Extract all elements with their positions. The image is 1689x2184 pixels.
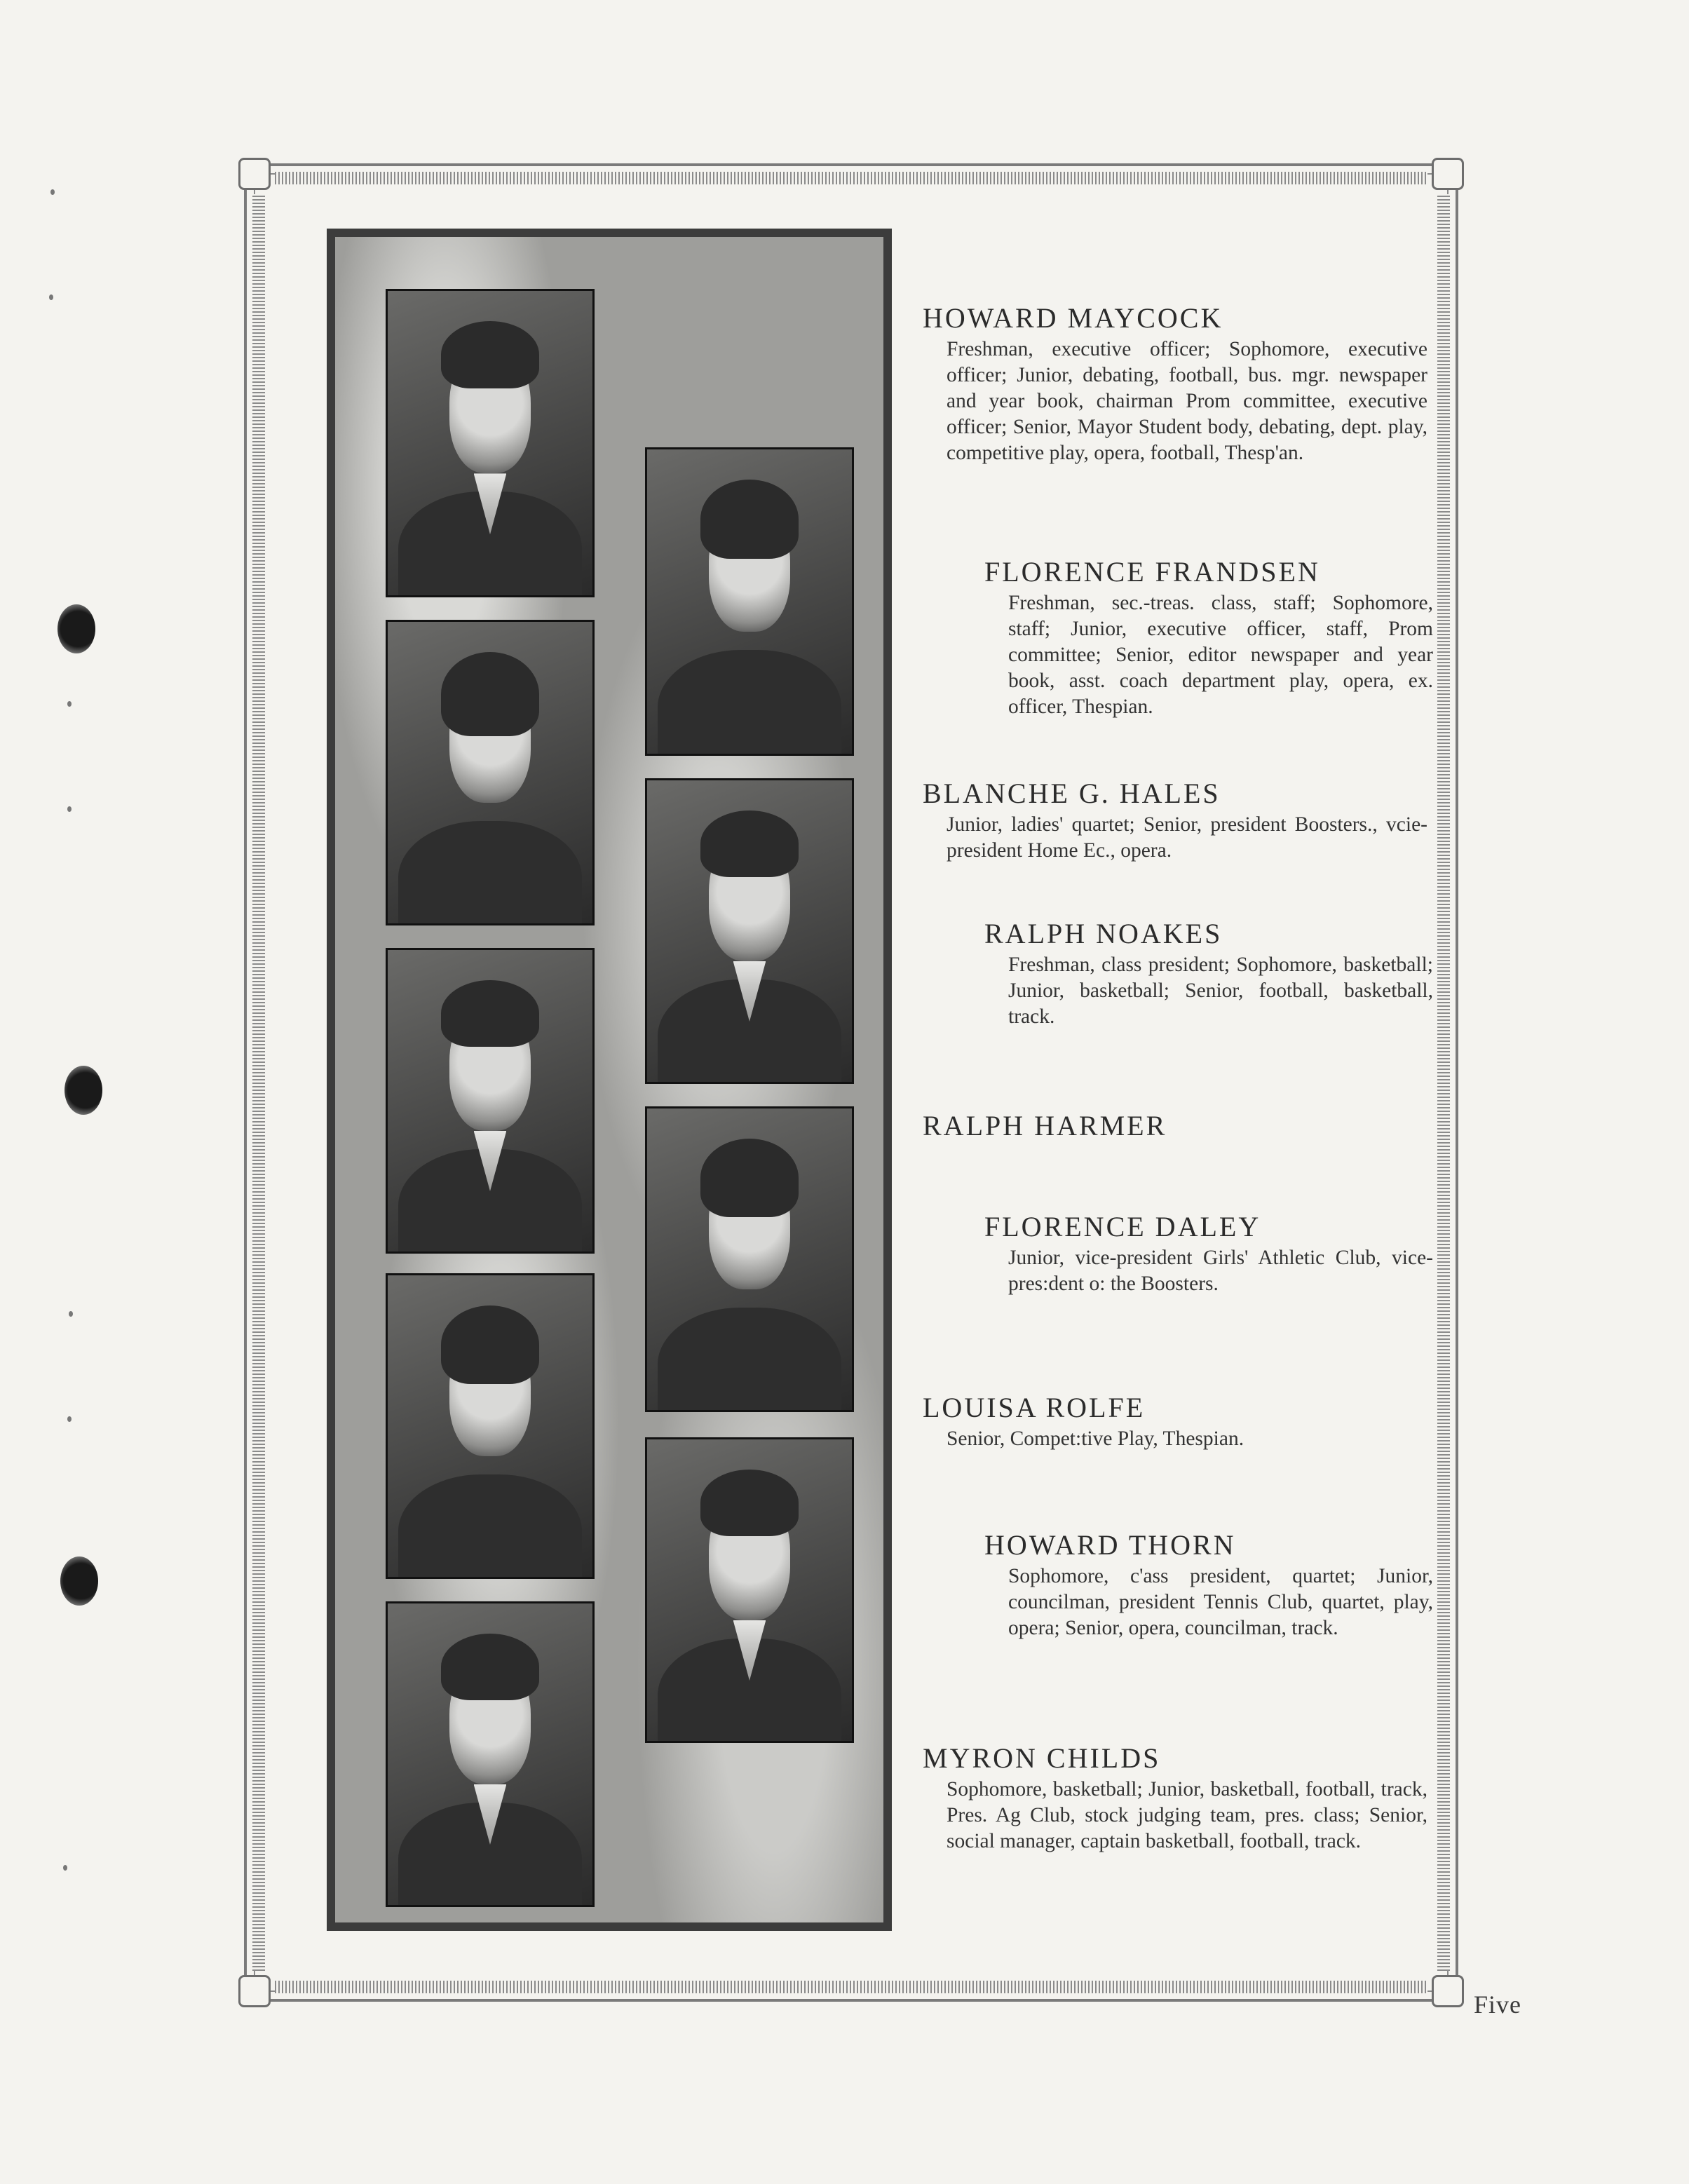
portrait-myron-childs xyxy=(386,1601,595,1907)
senior-name: HOWARD MAYCOCK xyxy=(923,302,1223,334)
senior-name: RALPH HARMER xyxy=(923,1110,1167,1141)
frame-corner-ornament xyxy=(1432,1975,1464,2007)
senior-entry xyxy=(984,1212,1433,1297)
frame-corner-ornament xyxy=(238,158,271,190)
senior-activities: Freshman, sec.-treas. class, staff; Sophomore, staff; Junior, executive officer, staff, Prom committee; Senior, editor newspaper and year book, asst. coach department play, opera, ex. officer, Thespian. xyxy=(1008,592,1433,718)
portrait-florence-daley xyxy=(645,1106,854,1412)
frame-left-border xyxy=(252,194,265,1971)
senior-entry xyxy=(923,1111,1427,1141)
paper-speck xyxy=(50,189,55,195)
binder-hole xyxy=(57,604,95,653)
senior-activities: Junior, ladies' quartet; Senior, president Boosters., vcie-president Home Ec., opera. xyxy=(947,813,1427,862)
paper-speck xyxy=(69,1311,73,1317)
senior-entry xyxy=(923,778,1427,864)
portrait-ralph-noakes xyxy=(645,778,854,1084)
senior-entry xyxy=(984,1530,1433,1641)
portrait-florence-frandsen xyxy=(645,447,854,756)
senior-entry xyxy=(984,557,1433,720)
senior-name: HOWARD THORN xyxy=(984,1529,1236,1561)
senior-activities: Sophomore, c'ass president, quartet; Junior, councilman, president Tennis Club, quartet, play, opera; Senior, opera, councilman, track. xyxy=(1008,1565,1433,1639)
senior-entry xyxy=(923,1392,1287,1452)
paper-speck xyxy=(67,701,72,707)
frame-bottom-border xyxy=(275,1981,1427,1993)
frame-right-border xyxy=(1437,194,1450,1971)
frame-corner-ornament xyxy=(238,1975,271,2007)
senior-name: LOUISA ROLFE xyxy=(923,1392,1146,1423)
senior-activities: Sophomore, basketball; Junior, basketball, football, track, Pres. Ag Club, stock judging team, pres. class; Senior, social manager, captain basketball, football, track. xyxy=(947,1778,1427,1852)
senior-name: MYRON CHILDS xyxy=(923,1742,1161,1774)
binder-hole xyxy=(60,1556,98,1606)
senior-name: FLORENCE DALEY xyxy=(984,1211,1261,1242)
senior-activities: Junior, vice-president Girls' Athletic Club, vice-pres:dent o: the Boosters. xyxy=(1008,1247,1433,1295)
senior-name: BLANCHE G. HALES xyxy=(923,778,1221,809)
senior-entry xyxy=(923,1743,1427,1854)
page-number: Five xyxy=(1474,1990,1522,2019)
portrait-howard-thorn xyxy=(645,1437,854,1743)
senior-name: FLORENCE FRANDSEN xyxy=(984,556,1320,588)
frame-corner-ornament xyxy=(1432,158,1464,190)
senior-activities: Freshman, class president; Sophomore, basketball; Junior, basketball; Senior, football, basketball, track. xyxy=(1008,954,1433,1028)
portrait-panel xyxy=(327,229,892,1931)
paper-speck xyxy=(63,1865,67,1871)
senior-name: RALPH NOAKES xyxy=(984,918,1223,949)
portrait-ralph-harmer xyxy=(386,948,595,1254)
binder-hole xyxy=(65,1066,102,1115)
paper-speck xyxy=(67,1416,72,1422)
senior-entry xyxy=(984,918,1433,1030)
portrait-louisa-rolfe xyxy=(386,1273,595,1579)
frame-top-border xyxy=(275,172,1427,184)
senior-entry xyxy=(923,303,1427,466)
portrait-blanche-hales xyxy=(386,620,595,925)
portrait-howard-maycock xyxy=(386,289,595,597)
paper-speck xyxy=(67,806,72,812)
senior-activities: Freshman, executive officer; Sophomore, executive officer; Junior, debating, football, bus. mgr. newspaper and year book, chairman Prom committee, executive officer; Senior, Mayor Student body, debating, dept. play, competitive play, opera, football, Thesp'an. xyxy=(947,338,1427,464)
paper-speck xyxy=(49,294,53,300)
senior-activities: Senior, Compet:tive Play, Thespian. xyxy=(947,1427,1244,1450)
